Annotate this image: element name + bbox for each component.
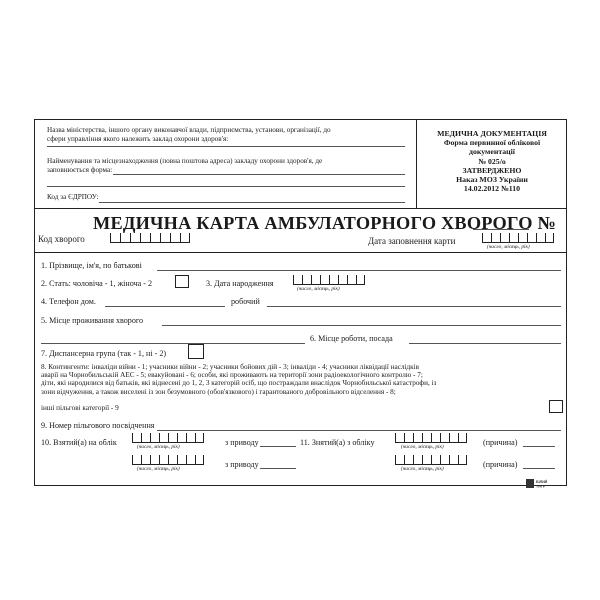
registered-reason-label-2: з приводу — [225, 460, 259, 469]
registered-date-hint: (число, місяць, рік) — [137, 444, 180, 450]
field-8-line1: 8. Контингенти: інваліди війни - 1; учасники війни - 2; учасники бойових дій - 3; інваліди - 4; учасники ліквідації наслідків — [41, 363, 420, 371]
address-input-2[interactable] — [41, 343, 305, 344]
registered-date-hint-2: (число, місяць, рік) — [137, 466, 180, 472]
edrpou-underline[interactable] — [99, 202, 405, 203]
patient-code-label: Код хворого — [38, 234, 85, 244]
edrpou-label: Код за ЄДРПОУ: — [47, 193, 99, 201]
card-number-field[interactable] — [473, 229, 529, 230]
facility-label-line2: заповнюється форма: — [47, 166, 113, 174]
fill-date-hint: (число, місяць, рік) — [487, 244, 530, 250]
field-3-label: 3. Дата народження — [206, 279, 274, 288]
field-1-label: 1. Прізвище, ім'я, по батькові — [41, 261, 142, 270]
medical-card-form — [34, 119, 567, 486]
svg-text:БІЛИЙ: БІЛИЙ — [536, 480, 548, 484]
field-11-label: 11. Знятий(а) з обліку — [300, 438, 375, 447]
field-8-line2: аварії на Чорнобильській АЕС - 5; евакуйовані - 6; особи, які проживають на території зони радіоекологічного контролю - 7; — [41, 371, 423, 379]
registered-reason-label: з приводу — [225, 438, 259, 447]
stamp-line-2: Форма первинної облікової — [443, 138, 541, 148]
fill-date-label: Дата заповнення карти — [368, 236, 456, 246]
registered-date-cells-2[interactable] — [132, 455, 204, 465]
deregistered-date-cells-2[interactable] — [395, 455, 467, 465]
org-label-line1: Назва міністерства, іншого органу виконавчої влади, підприємства, установи, організації, до — [47, 126, 331, 134]
contingent-box[interactable] — [549, 400, 563, 413]
facility-label-line1: Найменування та місцезнаходження (повна поштова адреса) закладу охорони здоров'я, де — [47, 157, 323, 165]
patient-code-cells[interactable] — [110, 233, 190, 243]
full-name-input[interactable] — [157, 270, 561, 271]
deregistered-reason-label-2: (причина) — [483, 460, 518, 469]
workplace-input[interactable] — [409, 343, 561, 344]
stamp-line-3: документації — [469, 147, 515, 157]
stamp-line-1: МЕДИЧНА ДОКУМЕНТАЦІЯ — [437, 129, 547, 138]
address-input[interactable] — [162, 325, 561, 326]
work-phone-input[interactable] — [267, 306, 561, 307]
org-label-line2: сфери управління якого належить заклад охорони здоров'я: — [47, 135, 229, 143]
home-phone-input[interactable] — [105, 306, 225, 307]
field-8-line3: діти, які народилися від батьків, які віднесені до 1, 2, 3 категорій осіб, що постраждали внаслідок Чорнобильської катастрофи, із — [41, 379, 437, 387]
benefit-certificate-input[interactable] — [157, 430, 561, 431]
form-title: МЕДИЧНА КАРТА АМБУЛАТОРНОГО ХВОРОГО № — [93, 213, 557, 233]
title-bottom-rule — [35, 252, 567, 253]
field-7-label: 7. Диспансерна група (так - 1, ні - 2) — [41, 349, 167, 358]
header-divider — [416, 120, 417, 208]
field-10-label: 10. Взятий(а) на облік — [41, 438, 117, 447]
field-8-line4: зони відчуження, а також виселені із зон безумовного (обов'язкового) і гарантованого добровільного відселення - 8; — [41, 388, 396, 396]
work-phone-label: робочий — [231, 297, 260, 306]
fill-date-cells[interactable] — [482, 233, 554, 243]
approval-stamp — [419, 129, 565, 193]
gender-box[interactable] — [175, 275, 189, 288]
field-6-label: 6. Місце роботи, посада — [310, 334, 393, 343]
publisher-logo — [526, 478, 558, 489]
deregistered-date-hint-2: (число, місяць, рік) — [401, 466, 444, 472]
stamp-line-7: 14.02.2012 №110 — [463, 184, 521, 194]
stamp-line-5: ЗАТВЕРДЖЕНО — [462, 165, 522, 175]
field-4-label: 4. Телефон дом. — [41, 297, 96, 306]
deregistered-date-cells[interactable] — [395, 433, 467, 443]
facility-underline-2[interactable] — [47, 186, 405, 187]
facility-underline[interactable] — [113, 174, 405, 175]
deregistered-date-hint: (число, місяць, рік) — [401, 444, 444, 450]
deregistered-reason-label: (причина) — [483, 438, 518, 447]
deregistered-reason-input-2[interactable] — [523, 468, 555, 469]
birth-date-hint: (число, місяць, рік) — [297, 286, 340, 292]
header-bottom-rule — [35, 208, 567, 209]
field-9-label: 9. Номер пільгового посвідчення — [41, 421, 155, 430]
birth-date-cells[interactable] — [293, 275, 365, 285]
field-2-label: 2. Стать: чоловіча - 1, жіноча - 2 — [41, 279, 153, 288]
dispensary-group-box[interactable] — [188, 344, 204, 359]
stamp-line-4: № 025/о — [478, 156, 506, 166]
svg-text:ТИГР: ТИГР — [536, 484, 546, 489]
registered-reason-input-2[interactable] — [260, 468, 296, 469]
registered-reason-input[interactable] — [260, 446, 296, 447]
registered-date-cells[interactable] — [132, 433, 204, 443]
stamp-line-6: Наказ МОЗ України — [456, 175, 528, 185]
org-underline[interactable] — [47, 146, 405, 147]
field-8-line5: інші пільгові категорії - 9 — [41, 404, 119, 412]
field-5-label: 5. Місце проживання хворого — [41, 316, 144, 325]
deregistered-reason-input[interactable] — [523, 446, 555, 447]
